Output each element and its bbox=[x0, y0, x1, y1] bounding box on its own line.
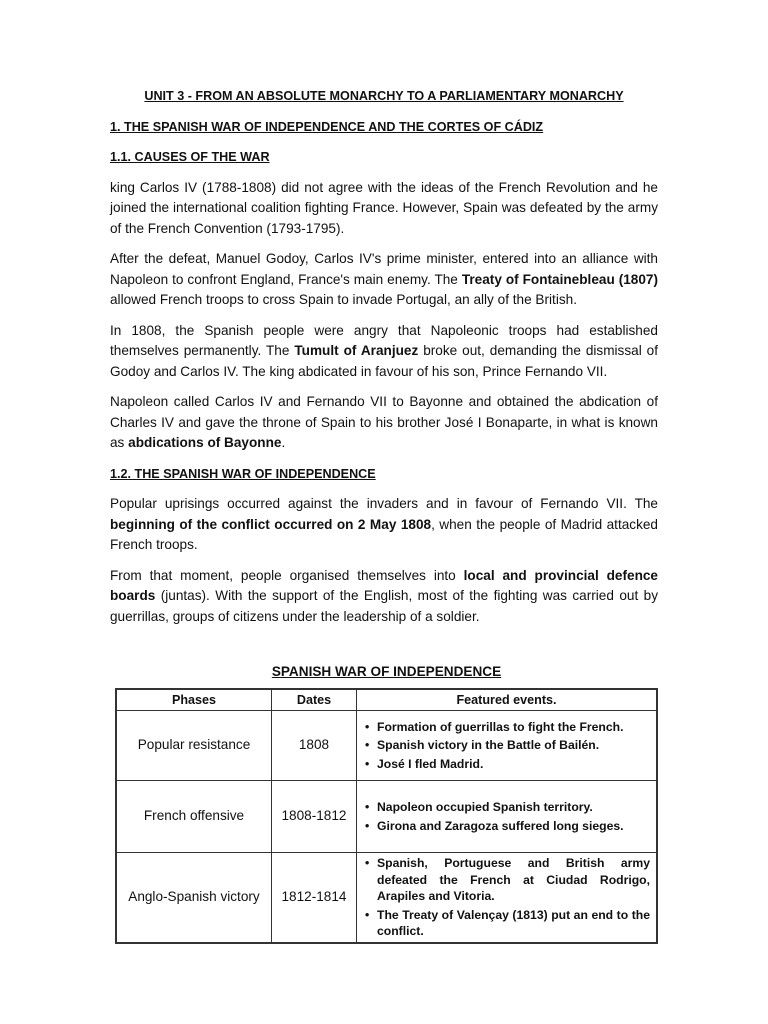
table-row bbox=[116, 711, 657, 781]
phase-cell: Anglo-Spanish victory bbox=[116, 853, 272, 943]
bold-term: Tumult of Aranjuez bbox=[294, 343, 419, 358]
subsection-heading-1-1: 1.1. CAUSES OF THE WAR bbox=[110, 150, 270, 164]
bold-term: abdications of Bayonne bbox=[128, 435, 282, 450]
paragraph-war-2 bbox=[110, 566, 658, 628]
event-item: • The Treaty of Valençay (1813) put an end to the conflict. bbox=[363, 907, 650, 940]
text-run: broke out, demanding the dismissal of Godoy and Carlos IV. The king abdicated in favour of his son, Prince Fernando VII. bbox=[110, 343, 658, 379]
text-run: After the defeat, Manuel Godoy, Carlos IV's prime minister, entered into an alliance with Napoleon to confront England, France's main enemy. The bbox=[110, 251, 658, 287]
event-item: • Spanish, Portuguese and British army defeated the French at Ciudad Rodrigo, Arapiles and Vitoria. bbox=[363, 855, 650, 905]
event-item: • Formation of guerrillas to fight the French. bbox=[363, 719, 650, 736]
table-row bbox=[116, 781, 657, 853]
events-list bbox=[363, 719, 650, 773]
war-phases-table bbox=[115, 688, 658, 944]
text-run: (juntas). With the support of the English, most of the fighting was carried out by guerrillas, groups of citizens under the leadership of a soldier. bbox=[110, 588, 658, 624]
text-run: From that moment, people organised themselves into bbox=[110, 567, 464, 583]
bold-term: Treaty of Fontainebleau (1807) bbox=[461, 271, 658, 287]
events-cell bbox=[357, 781, 658, 853]
event-item: • José I fled Madrid. bbox=[363, 756, 650, 773]
phase-cell: Popular resistance bbox=[116, 711, 272, 781]
events-list bbox=[363, 799, 650, 834]
paragraph-war-1 bbox=[110, 494, 658, 556]
header-events: Featured events. bbox=[357, 689, 658, 711]
event-item: • Girona and Zaragoza suffered long sieges. bbox=[363, 818, 650, 835]
text-run: , when the people of Madrid attacked French troops. bbox=[110, 516, 658, 552]
events-cell bbox=[357, 853, 658, 943]
phase-cell: French offensive bbox=[116, 781, 272, 853]
bold-term: beginning of the conflict occurred on 2 May 1808 bbox=[110, 516, 432, 532]
paragraph-causes-1: king Carlos IV (1788-1808) did not agree with the ideas of the French Revolution and he joined the international coalition fighting France. However, Spain was defeated by the army of the French Convention (1793-1795). bbox=[110, 179, 658, 236]
bold-term: local and provincial defence boards bbox=[110, 567, 658, 603]
header-dates: Dates bbox=[272, 689, 357, 711]
paragraph-causes-4 bbox=[110, 392, 658, 454]
table-row bbox=[116, 853, 657, 943]
dates-cell: 1808 bbox=[272, 711, 357, 781]
paragraph-causes-2 bbox=[110, 249, 658, 311]
events-cell bbox=[357, 711, 658, 781]
table-title: SPANISH WAR OF INDEPENDENCE bbox=[271, 664, 502, 679]
events-list bbox=[363, 855, 650, 940]
dates-cell: 1808-1812 bbox=[272, 781, 357, 853]
text-run: In 1808, the Spanish people were angry that Napoleonic troops had established themselves permanently. The bbox=[110, 322, 658, 358]
text-run: . bbox=[281, 435, 286, 450]
event-item: • Napoleon occupied Spanish territory. bbox=[363, 799, 650, 816]
table-header-row bbox=[116, 689, 657, 711]
header-phases: Phases bbox=[116, 689, 272, 711]
text-run: Napoleon called Carlos IV and Fernando VII to Bayonne and obtained the abdication of Charles IV and gave the throne of Spain to his brother José I Bonaparte, in what is known as bbox=[110, 394, 658, 450]
document-title: UNIT 3 - FROM AN ABSOLUTE MONARCHY TO A PARLIAMENTARY MONARCHY bbox=[144, 89, 624, 103]
paragraph-causes-3 bbox=[110, 321, 658, 383]
text-run: Popular uprisings occurred against the invaders and in favour of Fernando VII. The bbox=[110, 496, 658, 511]
event-item: • Spanish victory in the Battle of Bailén. bbox=[363, 737, 650, 754]
text-run: allowed French troops to cross Spain to invade Portugal, an ally of the British. bbox=[110, 292, 577, 307]
document-body bbox=[110, 86, 658, 637]
section-heading-1: 1. THE SPANISH WAR OF INDEPENDENCE AND THE CORTES OF CÁDIZ bbox=[110, 119, 544, 134]
subsection-heading-1-2: 1.2. THE SPANISH WAR OF INDEPENDENCE bbox=[110, 466, 376, 481]
dates-cell: 1812-1814 bbox=[272, 853, 357, 943]
